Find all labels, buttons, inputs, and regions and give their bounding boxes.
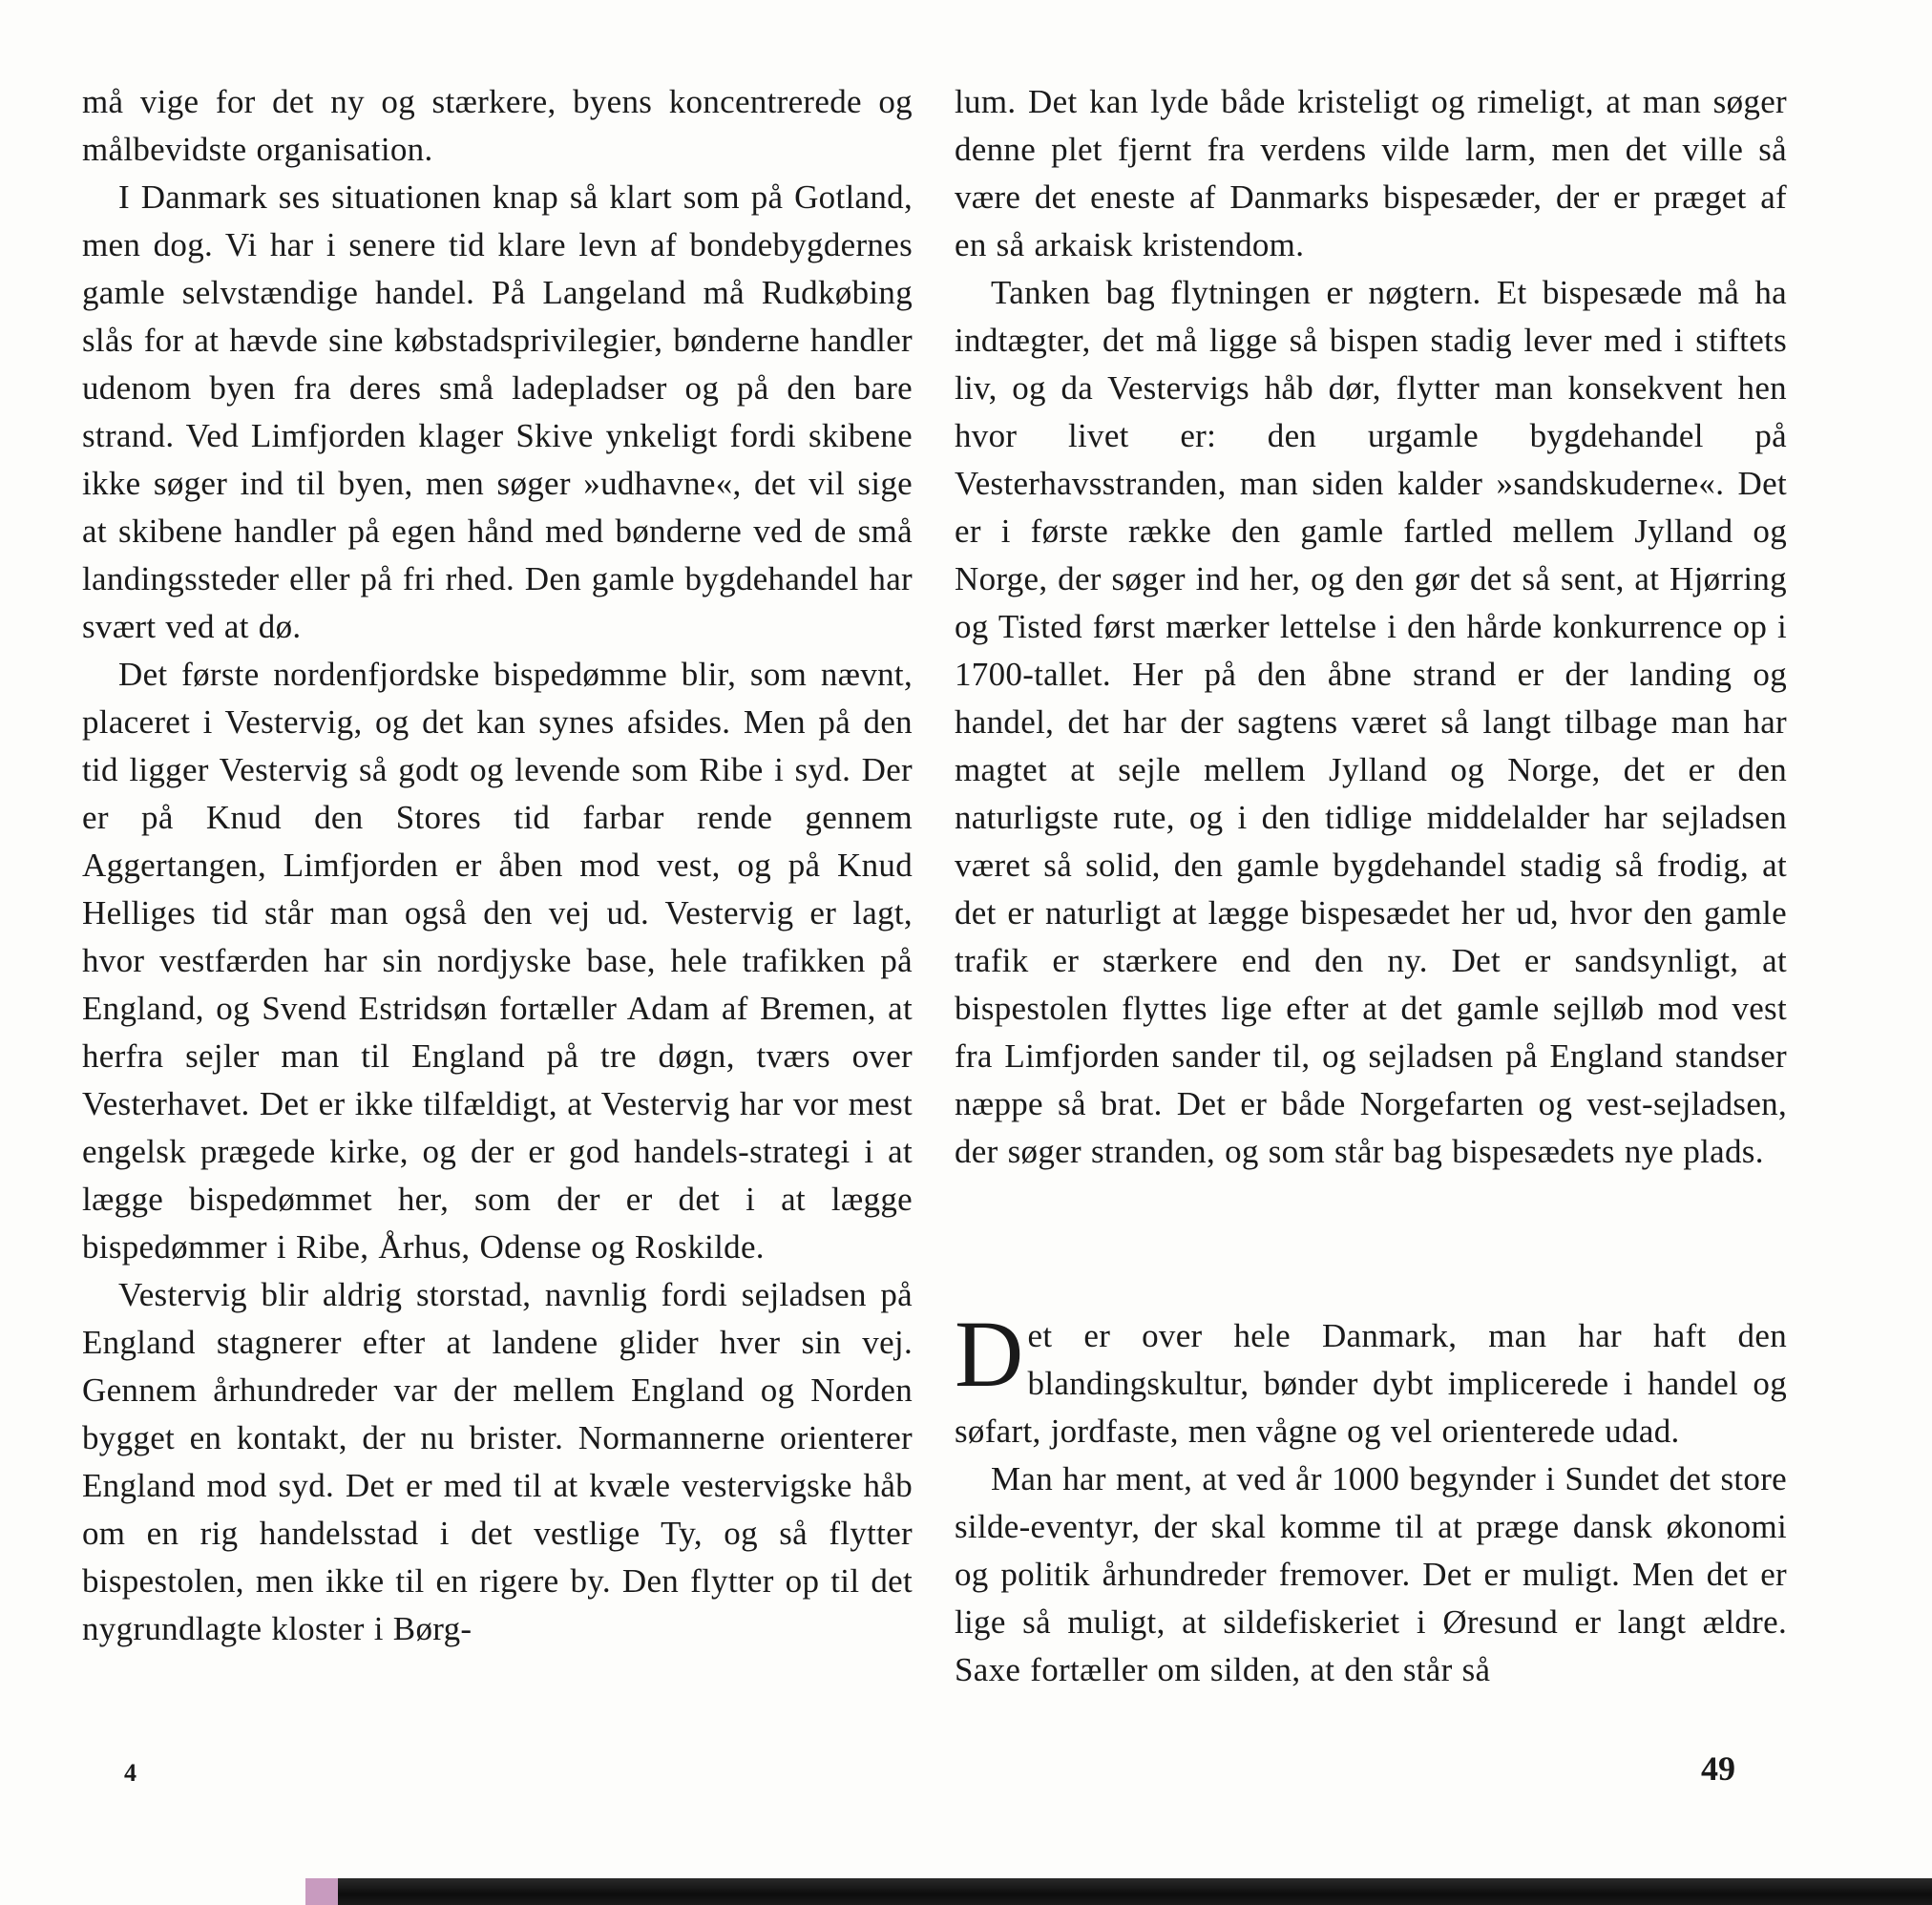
paragraph: Man har ment, at ved år 1000 begynder i Sundet det store silde-eventyr, der skal komme til at præge dansk økonomi og politik århundreder fremover. Det er muligt. Men det er lige så muligt, at sildefiskeriet i Øresund er langt ældre. Saxe fortæller om silden, at den står så bbox=[955, 1460, 1787, 1688]
page-edge-accent bbox=[305, 1878, 338, 1905]
left-column bbox=[82, 78, 913, 1653]
paragraph: Tanken bag flytningen er nøgtern. Et bispesæde må ha indtægter, det må ligge så bispen stadig lever med i stiftets liv, og da Vestervigs håb dør, flytter man konsekvent hen hvor livet er: den urgamle bygdehandel på Vesterhavsstranden, man siden kalder »sandskuderne«. Det er i første række den gamle fartled mellem Jylland og Norge, der søger ind her, og den gør det så sent, at Hjørring og Tisted først mærker lettelse i den hårde konkurrence op i 1700-tallet. Her på den åbne strand er der landing og handel, det har der sagtens været så langt tilbage man har magtet at sejle mellem Jylland og Norge, det er den naturligste rute, og i den tidlige middelalder har sejladsen været så solid, den gamle bygdehandel stadig så frodig, at det er naturligt at lægge bispesædet her ud, hvor den gamle trafik er stærkere end den ny. Det er sandsynligt, at bispestolen flyttes lige efter at det gamle sejlløb mod vest fra Limfjorden sander til, og sejladsen på England standser næppe så brat. Det er både Norgefarten og vest-sejladsen, der søger stranden, og som står bag bispesædets nye plads. bbox=[955, 274, 1787, 1170]
page-bottom-edge bbox=[305, 1878, 1932, 1905]
paragraph: må vige for det ny og stærkere, byens koncentrerede og målbevidste organisation. bbox=[82, 83, 913, 168]
paragraph: Vestervig blir aldrig storstad, navnlig fordi sejladsen på England stagnerer efter at landene glider hver sin vej. Gennem århundreder var der mellem England og Norden bygget en kontakt, der nu brister. Normannerne orienterer England mod syd. Det er med til at kvæle vestervigske håb om en rig handelsstad i det vestlige Ty, og så flytter bispestolen, men ikke til en rigere by. Den flytter op til det nygrundlagte kloster i Børg- bbox=[82, 1276, 913, 1647]
paragraph: lum. Det kan lyde både kristeligt og rimeligt, at man søger denne plet fjernt fra verdens vilde larm, men det ville så være det eneste af Danmarks bispesæder, der er præget af en så arkaisk kristendom. bbox=[955, 83, 1787, 263]
paragraph: Det første nordenfjordske bispedømme blir, som nævnt, placeret i Vestervig, og det kan synes afsides. Men på den tid ligger Vestervig så godt og levende som Ribe i syd. Der er på Knud den Stores tid farbar rende gennem Aggertangen, Limfjorden er åben mod vest, og på Knud Helliges tid står man også den vej ud. Vestervig er lagt, hvor vestfærden har sin nordjyske base, hele trafikken på England, og Svend Estridsøn fortæller Adam af Bremen, at herfra sejler man til England på tre døgn, tværs over Vesterhavet. Det er ikke tilfældigt, at Vestervig har vor mest engelsk prægede kirke, og der er god handels-strategi i at lægge bispedømmet her, som der er det i at lægge bispedømmer i Ribe, Århus, Odense og Roskilde. bbox=[82, 656, 913, 1266]
page-number: 49 bbox=[1701, 1749, 1735, 1788]
right-column-top bbox=[955, 78, 1787, 1176]
right-column-new-section bbox=[955, 1301, 1787, 1694]
section-opening-paragraph: Det er over hele Danmark, man har haft den blandingskultur, bønder dybt implicerede i handel og søfart, jordfaste, men vågne og vel orienterede udad. bbox=[955, 1301, 1787, 1450]
paragraph: I Danmark ses situationen knap så klart som på Gotland, men dog. Vi har i senere tid klare levn af bondebygdernes gamle selvstændige handel. På Langeland må Rudkøbing slås for at hævde sine købstadsprivilegier, bønderne handler udenom byen fra deres små ladepladser og på den bare strand. Ved Limfjorden klager Skive ynkeligt fordi skibene ikke søger ind til byen, men søger »udhavne«, det vil sige at skibene handler på egen hånd med bønderne ved de små landingssteder eller på fri rhed. Den gamle bygdehandel har svært ved at dø. bbox=[82, 178, 913, 645]
signature-mark: 4 bbox=[124, 1759, 136, 1787]
